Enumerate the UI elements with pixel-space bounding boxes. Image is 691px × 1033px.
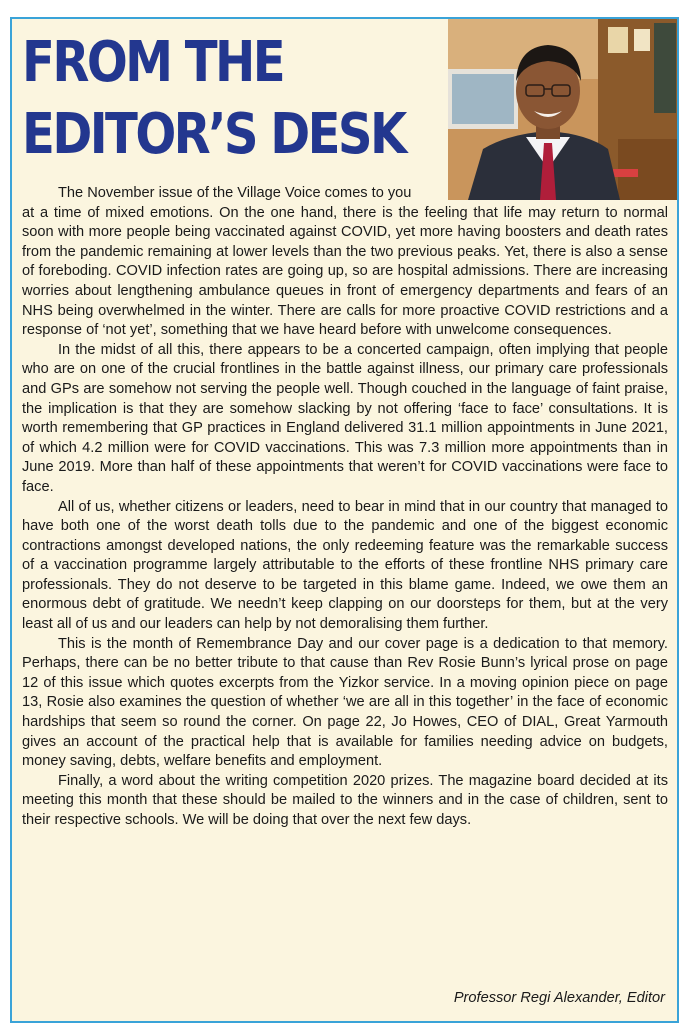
article-paragraph-3: All of us, whether citizens or leaders, need to bear in mind that in our country that managed to have both one of the worst death tolls due to the pandemic and one of the biggest economic contractions amongst developed nations, the only redeeming feature was the remarkable success of a vaccination programme largely attributable to the efforts of these frontline NHS primary care professionals. They do not deserve to be targeted in this blame game. Indeed, we owe them an enormous debt of gratitude. We needn’t keep clapping on our doorsteps for them, but at the very least all of us and our leaders can help by not demoralising them further. (22, 498, 668, 633)
article-paragraph-5: Finally, a word about the writing competition 2020 prizes. The magazine board decided at its meeting this month that these should be mailed to the winners and in the case of children, sent to their respective schools. We will be doing that over the next few days. (22, 772, 668, 828)
editor-signature: Professor Regi Alexander, Editor (453, 990, 665, 1006)
article-paragraph-1-intro: The November issue of the Village Voice comes to you (58, 185, 412, 201)
editor-portrait-illustration (448, 19, 679, 200)
title-line-2: EDITOR’S DESK (22, 102, 405, 167)
article-paragraph-1-continued: at a time of mixed emotions. On the one hand, there is the feeling that life may return to normal soon with more people being vaccinated against COVID, yet more having boosters and death rates from the pandemic remaining at lower levels than the two previous peaks. Yet, there is also a sense of foreboding. COVID infection rates are going up, so are hospital admissions. There are increasing worries about lengthening ambulance queues in front of emergency departments and fears of an NHS being overwhelmed in the winter. There are calls for more proactive COVID restrictions and a response of ‘not yet’, something that we have heard before with unwelcome consequences. (22, 204, 668, 339)
article-paragraph-2: In the midst of all this, there appears to be a concerted campaign, often implying that people who are on one of the crucial frontlines in the battle against illness, our primary care professionals and GPs are somehow not serving the people well. Though couched in the language of faint praise, the implication is that they are somehow slacking by not offering ‘face to face’ consultations. It is worth remembering that GP practices in England delivered 31.1 million appointments in June 2021, of which 4.2 million were for COVID vaccinations. This was 7.3 million more appointments than in June 2019. More than half of these appointments that weren’t for COVID vaccinations were face to face. (22, 341, 668, 495)
title-line-1: FROM THE (22, 30, 284, 95)
article-paragraph-4: This is the month of Remembrance Day and our cover page is a dedication to that memory. Perhaps, there can be no better tribute to that cause than Rev Rosie Bunn’s lyrical prose on page 12 of this issue which quotes excerpts from the Yizkor service. In a moving opinion piece on page 13, Rosie also examines the question of whether ‘we are all in this together’ in the face of economic hardships that seem so round the corner. On page 22, Jo Howes, CEO of DIAL, Great Yarmouth gives an account of the practical help that is available for families needing advice on budgets, money saving, debts, welfare benefits and employment. (22, 635, 668, 770)
editor-portrait-photo (448, 19, 679, 200)
editor-desk-panel (10, 17, 679, 1023)
editorial-article (22, 184, 668, 831)
page-title (22, 27, 405, 171)
